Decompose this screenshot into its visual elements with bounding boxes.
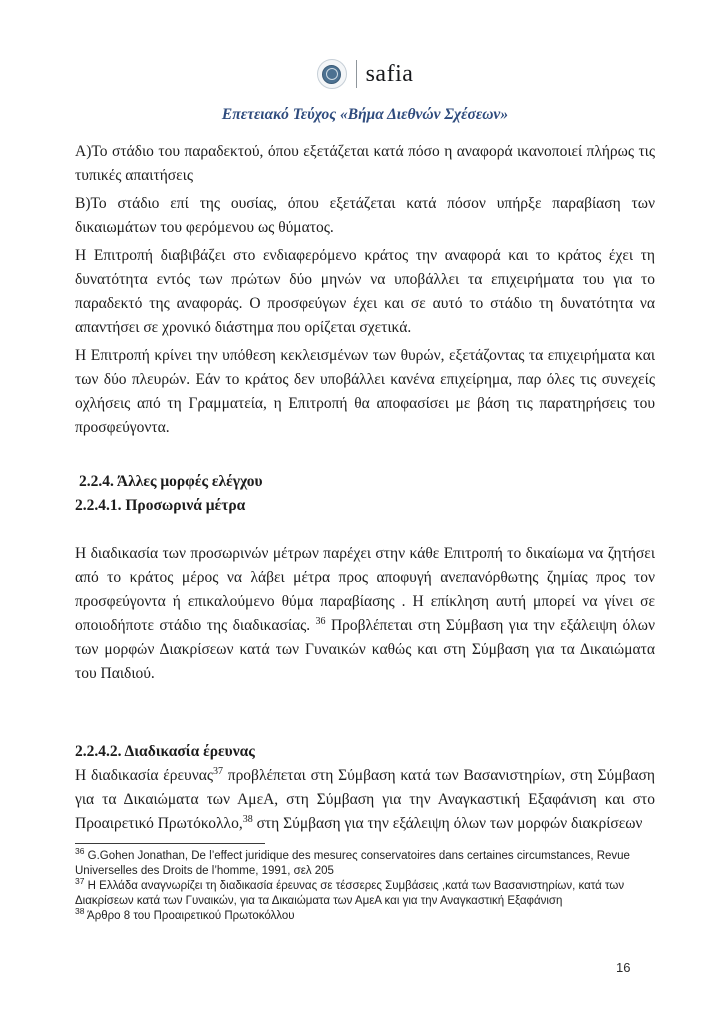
heading-2-2-4-2: 2.2.4.2. Διαδικασία έρευνας (75, 743, 255, 760)
footnote-separator (75, 843, 265, 844)
paragraph-closed-doors: Η Επιτροπή κρίνει την υπόθεση κεκλεισμένων των θυρών, εξετάζοντας τα επιχειρήματα και των δύο πλευρών. Εάν το κράτος δεν υποβάλλει κανένα επιχείρημα, παρ όλες τις συνεχείς οχλήσεις από τη Γραμματεία, η Επιτροπή θα αποφασίσει με βάση τις παρατηρήσεις του προσφεύγοντα. (75, 347, 655, 436)
footnote-36 (75, 846, 655, 879)
paragraph-committee-transmits: Η Επιτροπή διαβιβάζει στο ενδιαφερόμενο κράτος την αναφορά και το κράτος έχει τη δυνατότητα εντός των πρώτων δύο μηνών να υποβάλλει τα επιχειρήματα του για το παραδεκτό της αναφοράς. Ο προσφεύγων έχει και σε αυτό το στάδιο τη δυνατότητα να απαντήσει σε χρονικό διάστημα που ορίζεται σχετικά. (75, 247, 655, 336)
footnote-text: Η Ελλάδα αναγνωρίζει τη διαδικασία έρευνας σε τέσσερες Συμβάσεις ,κατά των Βασανιστηρίων, κατά των Διακρίσεων κατά των Γυναικών, για τα Δικαιώματα των ΑμεΑ και για την Αναγκαστική Εξαφάνιση (75, 880, 625, 907)
paragraph-interim-measures (75, 542, 655, 686)
issue-title: Επετειακό Τεύχος «Βήμα Διεθνών Σχέσεων» (221, 106, 509, 123)
paragraph-inquiry-procedure (75, 764, 655, 836)
heading-2-2-4: 2.2.4. Άλλες μορφές ελέγχου (79, 473, 263, 490)
safia-seal-icon (317, 59, 347, 89)
body-text (75, 140, 655, 836)
paragraph-segment: Η διαδικασία έρευνας (75, 767, 213, 784)
paragraph-segment: στη Σύμβαση για την εξάλειψη όλων των μορφών διακρίσεων (252, 815, 643, 832)
paragraph-merits-stage: Β)Το στάδιο επί της ουσίας, όπου εξετάζεται κατά πόσον υπήρξε παραβίαση των δικαιωμάτων του φερόμενου ως θύματος. (75, 195, 655, 236)
paragraph-segment: Προβλέπεται στη Σύμβαση για την εξάλειψη όλων των μορφών Διακρίσεων κατά των Γυναικών καθώς και στη Σύμβαση για τα Δικαιώματα του Παιδιού. (75, 617, 655, 682)
footnote-ref-37: 37 (212, 765, 223, 777)
paragraph-segment: Η διαδικασία των προσωρινών μέτρων παρέχει στην κάθε Επιτροπή το δικαίωμα να ζητήσει από το κράτος μέρος να λάβει μέτρα προς αποφυγή ανεπανόρθωτης ζημίας προς τον προσφεύγοντα ή επικαλούμενο θύμα παραβίασης . Η επίκληση αυτή μπορεί να γίνει σε οποιοδήποτε στάδιο της διαδικασίας. (75, 545, 655, 634)
footnote-ref-36: 36 (315, 615, 326, 627)
footnote-text: Άρθρο 8 του Προαιρετικού Πρωτοκόλλου (87, 910, 295, 922)
footnote-number: 37 (75, 876, 85, 887)
footnote-38 (75, 906, 655, 924)
footnotes-section (75, 843, 655, 924)
footnote-number: 38 (75, 906, 85, 917)
seal-inner-ring (326, 68, 338, 80)
page-number: 16 (616, 960, 631, 975)
footnote-number: 36 (75, 846, 85, 857)
paragraph-segment: προβλέπεται στη Σύμβαση κατά των Βασανιστηρίων, στη Σύμβαση για τα Δικαιώματα των ΑμεΑ, στη Σύμβαση για την Αναγκαστική Εξαφάνιση και στο Προαιρετικό Πρωτόκολλο, (75, 767, 655, 832)
footnote-text: G.Gohen Jonathan, De l’effect juridique des mesureς conservatoires dans certaines circumstances, Revue Universelles des Droits de l’homme, 1991, σελ 205 (75, 850, 630, 877)
paragraph-admissibility-stage: Α)Το στάδιο του παραδεκτού, όπου εξετάζεται κατά πόσο η αναφορά ικανοποιεί πλήρως τις τυπικές απαιτήσεις (75, 143, 655, 184)
logo-wordmark: safia (365, 60, 414, 87)
logo-divider (356, 60, 357, 88)
safia-logo (75, 57, 655, 91)
seal-inner-disc (322, 65, 341, 84)
footnote-ref-38: 38 (242, 813, 253, 825)
heading-2-2-4-1: 2.2.4.1. Προσωρινά μέτρα (75, 497, 246, 514)
footnote-37 (75, 876, 655, 909)
